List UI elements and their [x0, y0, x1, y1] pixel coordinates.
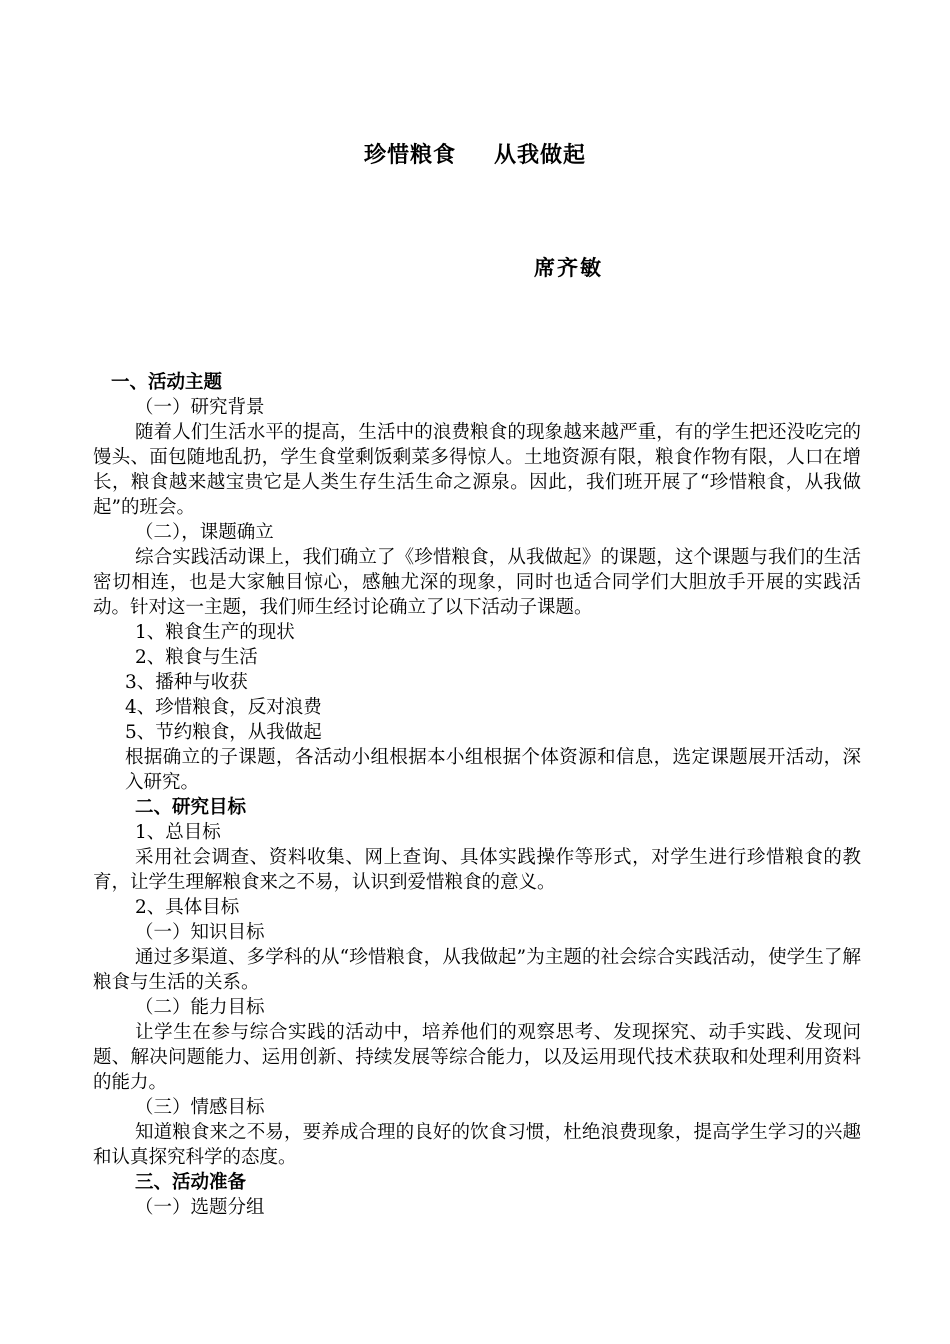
document-body [93, 370, 861, 1220]
paragraph-topic: 综合实践活动课上，我们确立了《珍惜粮食，从我做起》的课题，这个课题与我们的生活密切相连，也是大家触目惊心，感触尤深的现象，同时也适合同学们大胆放手开展的实践活动。针对这一主题，我们师生经讨论确立了以下活动子课题。 [93, 547, 861, 618]
document-title [0, 138, 950, 169]
subheading-specific-goals: 2、具体目标 [135, 897, 240, 918]
paragraph-emotional-goal: 知道粮食来之不易，要养成合理的良好的饮食习惯，杜绝浪费现象，提高学生学习的兴趣和认真探究科学的态度。 [93, 1122, 861, 1168]
title-right: 从我做起 [494, 142, 587, 168]
list-item-1: 1、粮食生产的现状 [135, 622, 295, 643]
list-item-2: 2、粮食与生活 [135, 647, 258, 668]
list-item-3: 3、播种与收获 [125, 672, 248, 693]
subheading-topic-established: （二），课题确立 [135, 522, 274, 543]
heading-activity-preparation: 三、活动准备 [135, 1172, 247, 1193]
paragraph-overall-goal: 采用社会调查、资料收集、网上查询、具体实践操作等形式，对学生进行珍惜粮食的教育，让学生理解粮食来之不易，认识到爱惜粮食的意义。 [93, 847, 861, 893]
paragraph-knowledge-goal: 通过多渠道、多学科的从“珍惜粮食，从我做起”为主题的社会综合实践活动，使学生了解粮食与生活的关系。 [93, 947, 861, 993]
paragraph-subtopics: 根据确立的子课题，各活动小组根据本小组根据个体资源和信息，选定课题展开活动，深入研究。 [125, 747, 861, 793]
subheading-emotional-goal: （三）情感目标 [135, 1097, 265, 1118]
title-left: 珍惜粮食 [363, 142, 456, 168]
paragraph-background: 随着人们生活水平的提高，生活中的浪费粮食的现象越来越严重，有的学生把还没吃完的馒头、面包随地乱扔，学生食堂剩饭剩菜多得惊人。土地资源有限，粮食作物有限，人口在增长，粮食越来越宝贵它是人类生存生活生命之源泉。因此，我们班开展了“珍惜粮食，从我做起”的班会。 [93, 422, 861, 518]
list-item-4: 4、珍惜粮食，反对浪费 [125, 697, 322, 718]
subheading-ability-goal: （二）能力目标 [135, 997, 265, 1018]
heading-research-goals: 二、研究目标 [135, 797, 247, 818]
subheading-overall-goal: 1、总目标 [135, 822, 221, 843]
subheading-knowledge-goal: （一）知识目标 [135, 922, 265, 943]
subheading-topic-grouping: （一）选题分组 [135, 1197, 265, 1218]
heading-activity-theme: 一、活动主题 [111, 372, 223, 393]
subheading-research-background: （一）研究背景 [135, 397, 265, 418]
author-name: 席齐敏 [534, 255, 603, 280]
paragraph-ability-goal: 让学生在参与综合实践的活动中，培养他们的观察思考、发现探究、动手实践、发现问题、解决问题能力、运用创新、持续发展等综合能力，以及运用现代技术获取和处理利用资料的能力。 [93, 1022, 861, 1093]
list-item-5: 5、节约粮食，从我做起 [125, 722, 322, 743]
